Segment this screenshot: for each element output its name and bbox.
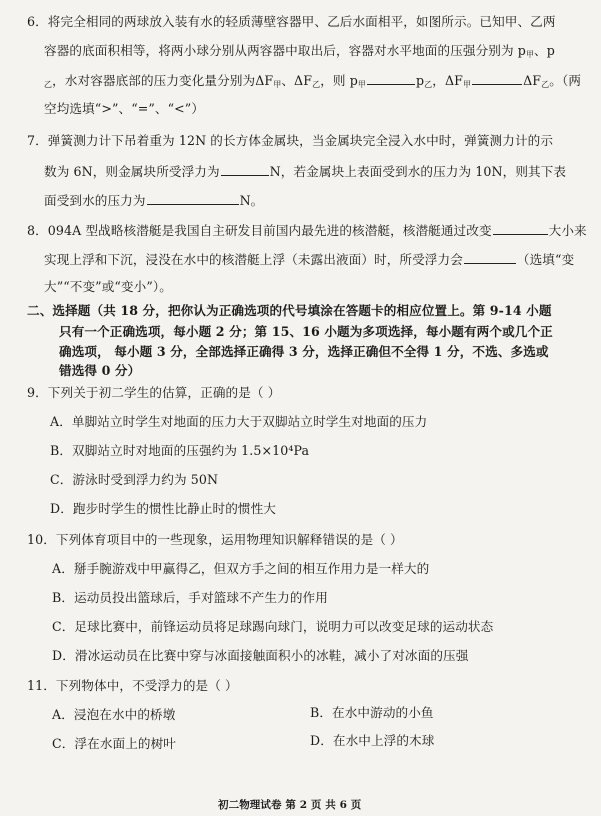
section-2-line-2: 只有一个正确选项，每小题 2 分；第 15、16 小题为多项选择，每小题有两个或几个正: [59, 324, 553, 339]
q6-line-4: 空均选填“>”、“=”、“<”）: [44, 101, 205, 116]
q7-line-3: 面受到水的压力为 N。: [44, 193, 264, 208]
q11-option-b[interactable]: B．在水中游动的小鱼: [310, 705, 434, 720]
q10-option-c[interactable]: C．足球比赛中，前锋运动员将足球踢向球门，说明力可以改变足球的运动状态: [52, 619, 494, 634]
q9-option-b[interactable]: B．双脚站立时对地面的压强约为 1.5×10⁴Pa: [50, 443, 310, 458]
q10-option-b[interactable]: B．运动员投出篮球后，手对篮球不产生力的作用: [52, 590, 328, 605]
q9-option-c[interactable]: C．游泳时受到浮力约为 50N: [50, 472, 219, 487]
q11-stem: 11．下列物体中，不受浮力的是（ ）: [27, 678, 238, 693]
section-2-line-4: 错选得 0 分）: [59, 363, 141, 378]
q8-line-3: 大”“不变”或“变小”）。: [44, 279, 172, 294]
q11-option-d[interactable]: D．在水中上浮的木球: [310, 733, 435, 748]
answer-blank[interactable]: [147, 192, 239, 205]
answer-blank[interactable]: [221, 163, 269, 176]
q10-option-a[interactable]: A．掰手腕游戏中甲赢得乙，但双方手之间的相互作用力是一样大的: [52, 561, 430, 576]
answer-blank[interactable]: [493, 222, 548, 235]
q9-stem: 9．下列关于初二学生的估算，正确的是（ ）: [27, 385, 281, 400]
q10-option-d[interactable]: D．滑冰运动员在比赛中穿与冰面接触面积小的冰鞋，减小了对冰面的压强: [52, 648, 469, 663]
q7-line-2: 数为 6N，则金属块所受浮力为 N，若金属块上表面受到水的压力为 10N，则其下表: [44, 164, 567, 179]
page-footer: 初二物理试卷 第 2 页 共 6 页: [218, 799, 362, 811]
q7-line-1: 7．弹簧测力计下吊着重为 12N 的长方体金属块，当金属块完全浸入水中时，弹簧测力计的示: [27, 133, 554, 148]
answer-blank[interactable]: [367, 72, 415, 85]
q6-line-1: 6．将完全相同的两球放入装有水的轻质薄壁容器甲、乙后水面相平，如图所示。已知甲、乙两: [27, 14, 556, 29]
answer-blank[interactable]: [472, 72, 522, 85]
section-2-line-3: 确选项， 每小题 3 分，全部选择正确得 3 分，选择正确但不全得 1 分，不选、多选或: [59, 344, 549, 359]
q10-stem: 10．下列体育项目中的一些现象，运用物理知识解释错误的是（ ）: [27, 532, 403, 547]
q8-line-2: 实现上浮和下沉，浸没在水中的核潜艇上浮（未露出液面）时，所受浮力会 （选填“变: [44, 252, 575, 267]
q11-option-c[interactable]: C．浮在水面上的树叶: [52, 736, 176, 751]
q11-option-a[interactable]: A．浸泡在水中的桥墩: [52, 707, 176, 722]
q6-line-2: 容器的底面积相等，将两小球分别从两容器中取出后，容器对水平地面的压强分别为 $p_甲$、p: [44, 43, 555, 59]
q8-line-1: 8．094A 型战略核潜艇是我国自主研发目前国内最先进的核潜艇，核潜艇通过改变 大小来: [27, 223, 587, 238]
q9-option-d[interactable]: D．跑步时学生的惯性比静止时的惯性大: [50, 501, 276, 516]
q6-line-3: $_乙$，水对容器底部的压力变化量分别为$\Delta F_甲$、$\Delta F_乙$，则 $p_甲$ $p_乙$，$\Delta F_甲$ $\Delta F_乙$。（两: [44, 73, 582, 89]
q9-option-a[interactable]: A．单脚站立时学生对地面的压力大于双脚站立时学生对地面的压力: [50, 414, 428, 429]
answer-blank[interactable]: [464, 251, 516, 264]
section-2-line-1: 二、选择题（共 18 分，把你认为正确选项的代号填涂在答题卡的相应位置上。第 9-14 小题: [27, 303, 552, 318]
